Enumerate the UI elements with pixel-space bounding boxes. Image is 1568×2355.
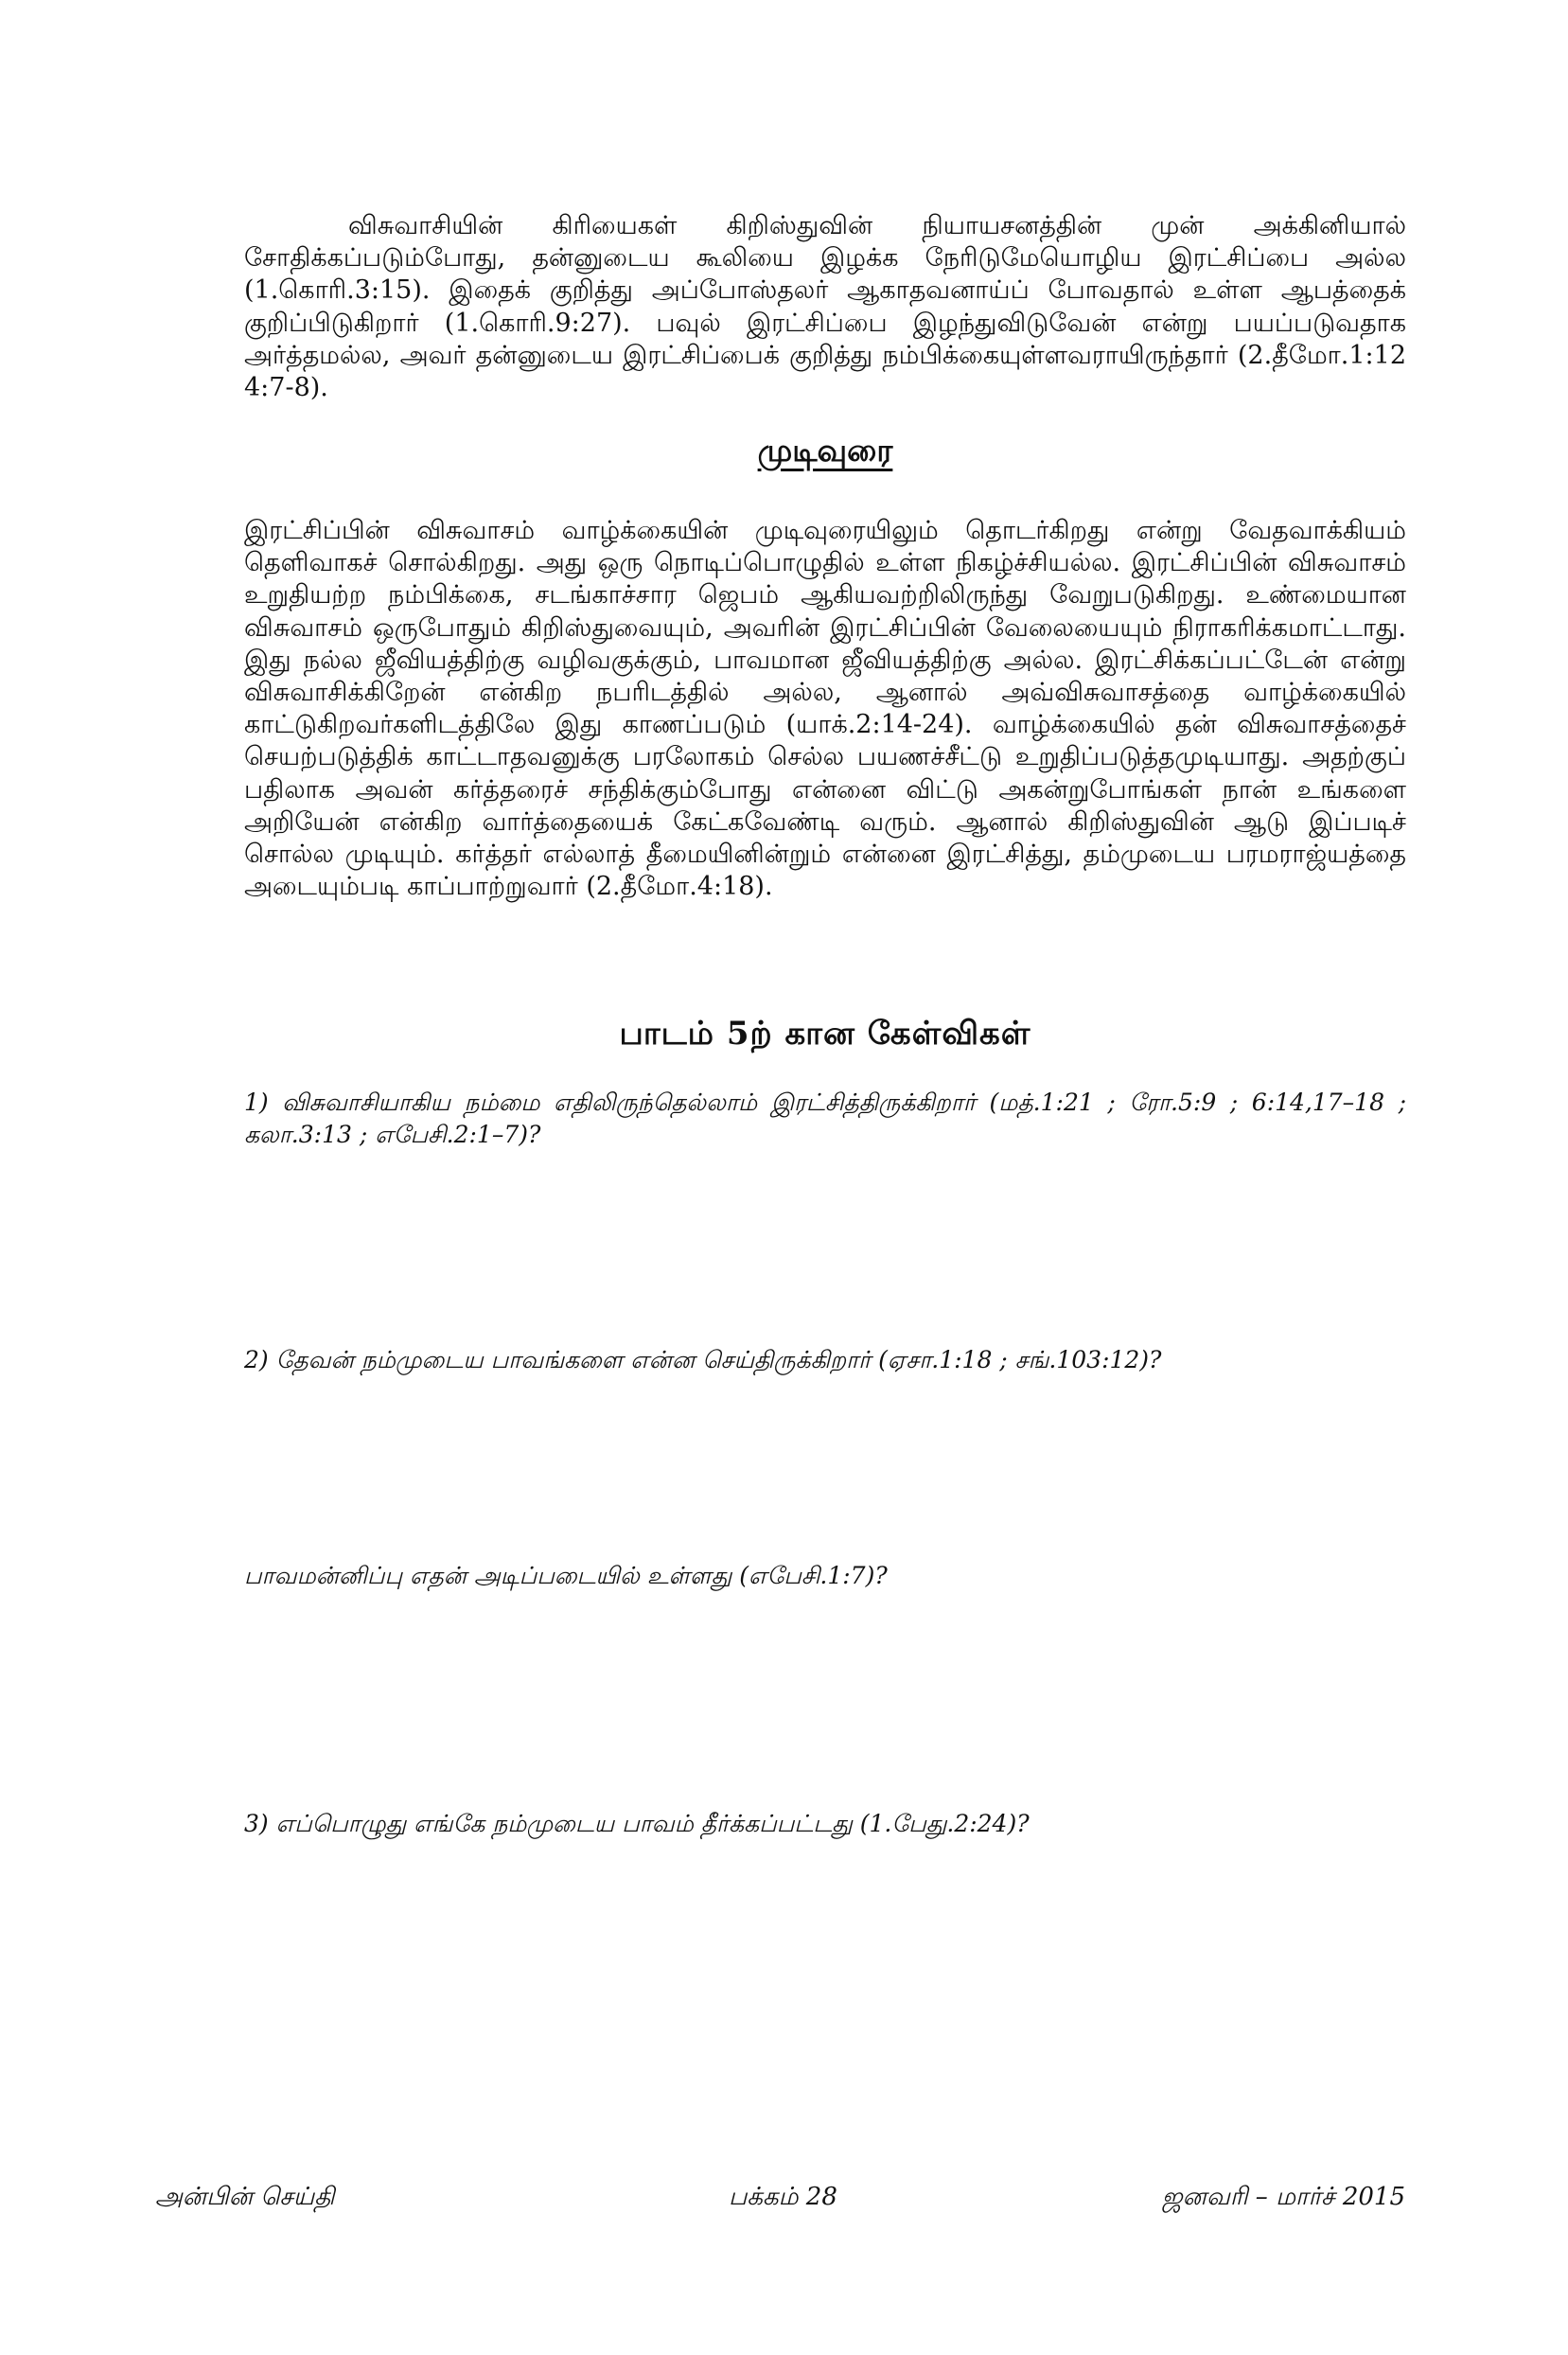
conclusion-paragraph: இரட்சிப்பின் விசுவாசம் வாழ்க்கையின் முடிவுரையிலும் தொடர்கிறது என்று வேதவாக்கியம் தெளிவாகச் சொல்கிறது. அது ஒரு நொடிப்பொழுதில் உள்ள நிகழ்ச்சியல்ல. இரட்சிப்பின் விசுவாசம் உறுதியற்ற நம்பிக்கை, சடங்காச்சார ஜெபம் ஆகியவற்றிலிருந்து வேறுபடுகிறது. உண்மையான விசுவாசம் ஒருபோதும் கிறிஸ்துவையும், அவரின் இரட்சிப்பின் வேலையையும் நிராகரிக்கமாட்டாது. இது நல்ல ஜீவியத்திற்கு வழிவகுக்கும், பாவமான ஜீவியத்திற்கு அல்ல. இரட்சிக்கப்பட்டேன் என்று விசுவாசிக்கிறேன் என்கிற நபரிடத்தில் அல்ல, ஆனால் அவ்விசுவாசத்தை வாழ்க்கையில் காட்டுகிறவர்களிடத்திலே இது காணப்படும் (யாக்.2:14-24). வாழ்க்கையில் தன் விசுவாசத்தைச் செயற்படுத்திக் காட்டாதவனுக்கு பரலோகம் செல்ல பயணச்சீட்டு உறுதிப்படுத்தமுடியாது. அதற்குப் பதிலாக அவன் கர்த்தரைச் சந்திக்கும்போது என்னை விட்டு அகன்றுபோங்கள் நான் உங்களை அறியேன் என்கிற வார்த்தையைக் கேட்கவேண்டி வரும். ஆனால் கிறிஸ்துவின் ஆடு இப்படிச் சொல்ல முடியும். கர்த்தர் எல்லாத் தீமையினின்றும் என்னை இரட்சித்து, தம்முடைய பரமராஜ்யத்தை அடையும்படி காப்பாற்றுவார் (2.தீமோ.4:18).	[244, 516, 1406, 902]
footer-issue-date: ஜனவரி – மார்ச் 2015	[1162, 2183, 1405, 2211]
question-2-sub: பாவமன்னிப்பு எதன் அடிப்படையில் உள்ளது (எபேசி.1:7)?	[244, 1562, 888, 1589]
question-3: 3) எப்பொழுது எங்கே நம்முடைய பாவம் தீர்க்கப்பட்டது (1.பேது.2:24)?	[244, 1810, 1030, 1837]
footer-magazine-title: அன்பின் செய்தி	[155, 2183, 335, 2211]
conclusion-heading: முடிவுரை	[757, 432, 893, 469]
question-2: 2) தேவன் நம்முடைய பாவங்களை என்ன செய்திருக்கிறார் (ஏசா.1:18 ; சங்.103:12)?	[244, 1346, 1162, 1373]
question-1: 1) விசுவாசியாகிய நம்மை எதிலிருந்தெல்லாம் இரட்சித்திருக்கிறார் (மத்.1:21 ; ரோ.5:9 ; 6:14,17–18 ; கலா.3:13 ; எபேசி.2:1–7)?	[244, 1089, 1406, 1148]
intro-paragraph-text: விசுவாசியின் கிரியைகள் கிறிஸ்துவின் நியாயசனத்தின் முன் அக்கினியால் சோதிக்கப்படும்போது, தன்னுடைய கூலியை இழக்க நேரிடுமேயொழிய இரட்சிப்பை அல்ல (1.கொரி.3:15). இதைக் குறித்து அப்போஸ்தலர் ஆகாதவனாய்ப் போவதால் உள்ள ஆபத்தைக் குறிப்பிடுகிறார் (1.கொரி.9:27). பவுல் இரட்சிப்பை இழந்துவிடுவேன் என்று பயப்படுவதாக அர்த்தமல்ல, அவர் தன்னுடைய இரட்சிப்பைக் குறித்து நம்பிக்கையுள்ளவராயிருந்தார் (2.தீமோ.1:12 4:7-8).	[244, 211, 1406, 403]
footer-page-number: பக்கம் 28	[729, 2183, 837, 2211]
questions-heading: பாடம் 5ற் கான கேள்விகள்	[619, 1015, 1031, 1053]
intro-paragraph	[244, 210, 1406, 404]
